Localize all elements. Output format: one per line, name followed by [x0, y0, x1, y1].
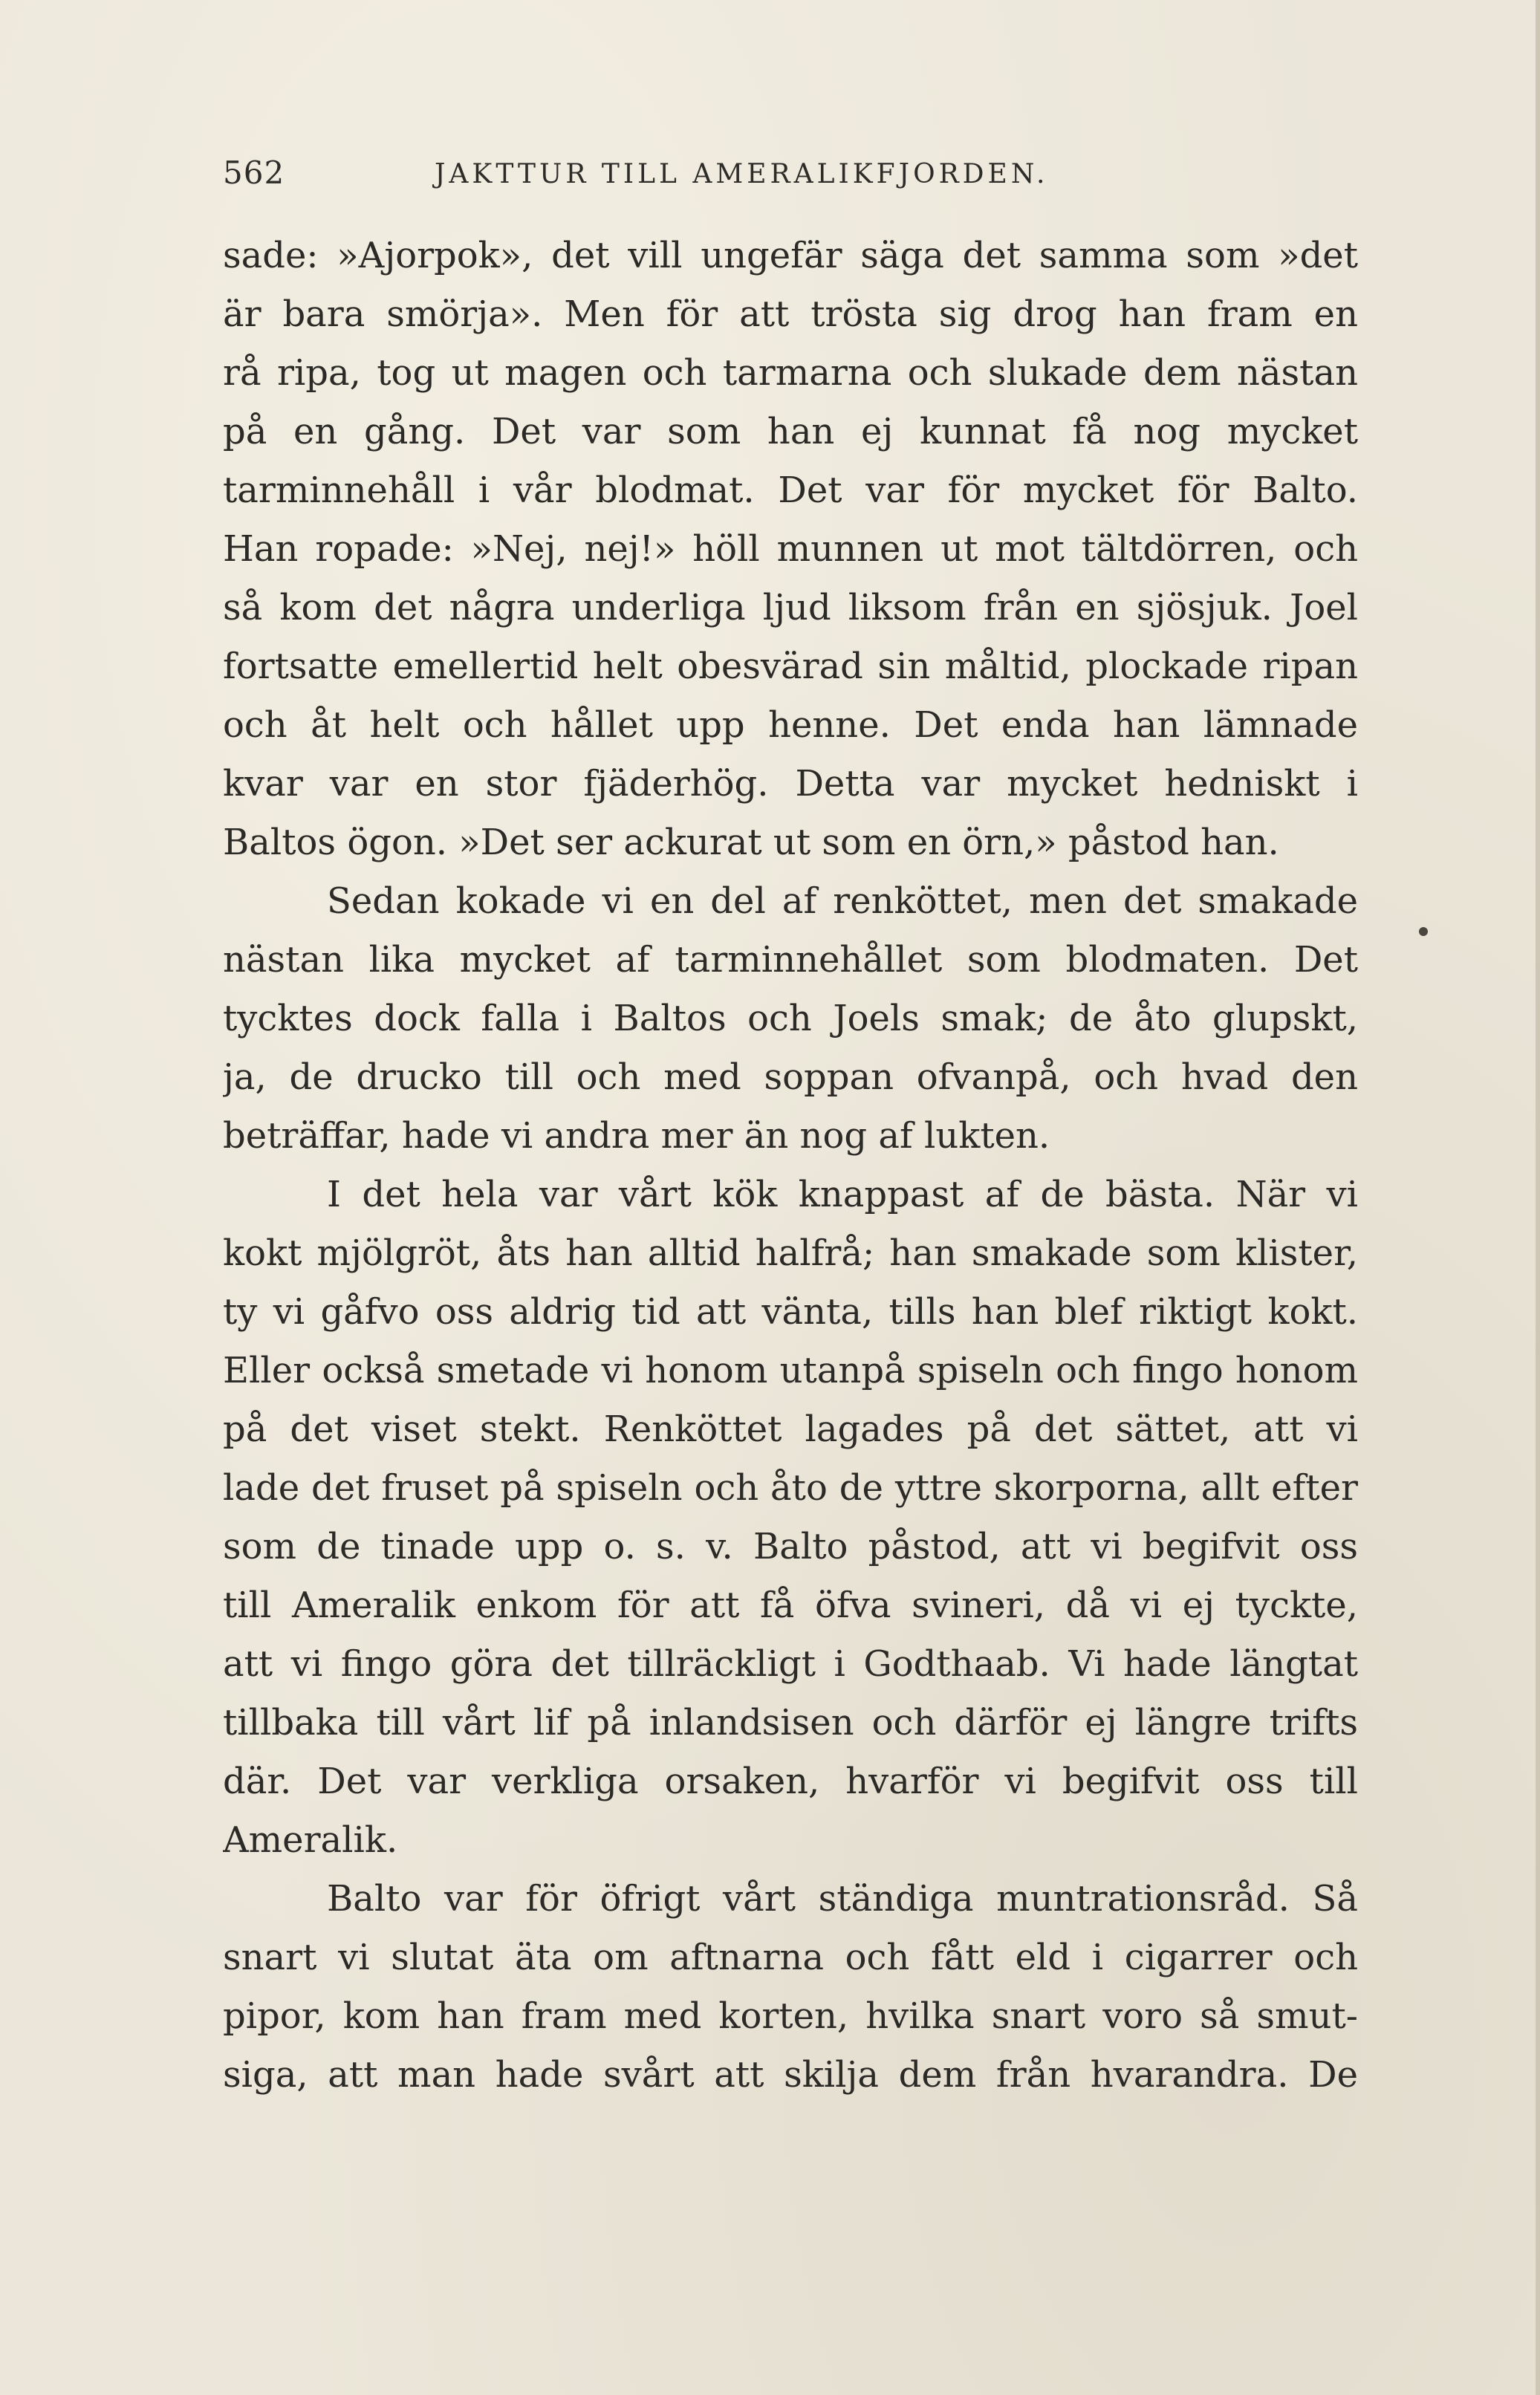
running-head: JAKTTUR TILL AMERALIKFJORDEN. [435, 159, 1049, 189]
page-header [223, 155, 1382, 199]
text-line: till Ameralik enkom för att få öfva svineri, då vi ej tyckte, [223, 1585, 1358, 1626]
text-line: Ameralik. [223, 1819, 398, 1861]
text-line: där. Det var verkliga orsaken, hvarför vi begifvit oss till [223, 1761, 1358, 1802]
text-line: fortsatte emellertid helt obesvärad sin måltid, plockade ripan [223, 646, 1358, 687]
text-line: pipor, kom han fram med korten, hvilka snart voro så smut- [223, 1995, 1358, 2037]
page-number: 562 [223, 155, 285, 191]
paragraph-first-line: Balto var för öfrigt vårt ständiga muntrationsråd. Så [327, 1878, 1358, 1920]
paragraph-first-line: I det hela var vårt kök knappast af de bästa. När vi [327, 1174, 1358, 1215]
text-line: är bara smörja». Men för att trösta sig drog han fram en [223, 293, 1358, 335]
text-line: siga, att man hade svårt att skilja dem från hvarandra. De [223, 2054, 1358, 2096]
text-line: kokt mjölgröt, åts han alltid halfrå; han smakade som klister, [223, 1232, 1358, 1274]
ink-speck [1419, 927, 1428, 936]
text-line: snart vi slutat äta om aftnarna och fått eld i cigarrer och [223, 1937, 1358, 1978]
text-line: tillbaka till vårt lif på inlandsisen och därför ej längre trifts [223, 1702, 1358, 1744]
body-text [223, 227, 1358, 2105]
text-line: ja, de drucko till och med soppan ofvanpå, och hvad den [223, 1056, 1358, 1098]
paragraph-first-line: Sedan kokade vi en del af renköttet, men det smakade [327, 880, 1358, 922]
text-line: tarminnehåll i vår blodmat. Det var för mycket för Balto. [223, 469, 1358, 511]
text-line: Eller också smetade vi honom utanpå spiseln och fingo honom [223, 1350, 1358, 1391]
text-line: så kom det några underliga ljud liksom från en sjösjuk. Joel [223, 587, 1358, 628]
page-edge-shadow [1536, 0, 1540, 2395]
text-line: att vi fingo göra det tillräckligt i Godthaab. Vi hade längtat [223, 1643, 1358, 1685]
text-line: rå ripa, tog ut magen och tarmarna och slukade dem nästan [223, 352, 1358, 394]
text-line: Baltos ögon. »Det ser ackurat ut som en örn,» påstod han. [223, 822, 1279, 863]
text-line: kvar var en stor fjäderhög. Detta var mycket hedniskt i [223, 763, 1358, 805]
text-line: ty vi gåfvo oss aldrig tid att vänta, tills han blef riktigt kokt. [223, 1291, 1358, 1333]
text-line: nästan lika mycket af tarminnehållet som blodmaten. Det [223, 939, 1358, 981]
text-line: Han ropade: »Nej, nej!» höll munnen ut mot tältdörren, och [223, 528, 1358, 570]
text-line: och åt helt och hållet upp henne. Det enda han lämnade [223, 704, 1358, 746]
text-line: beträffar, hade vi andra mer än nog af lukten. [223, 1115, 1050, 1157]
text-line: på en gång. Det var som han ej kunnat få nog mycket [223, 411, 1358, 452]
text-line: på det viset stekt. Renköttet lagades på det sättet, att vi [223, 1408, 1358, 1450]
text-line: sade: »Ajorpok», det vill ungefär säga det samma som »det [223, 235, 1358, 276]
text-line: tycktes dock falla i Baltos och Joels smak; de åto glupskt, [223, 998, 1358, 1039]
text-line: lade det fruset på spiseln och åto de yttre skorporna, allt efter [223, 1467, 1358, 1509]
text-line: som de tinade upp o. s. v. Balto påstod, att vi begifvit oss [223, 1526, 1358, 1567]
